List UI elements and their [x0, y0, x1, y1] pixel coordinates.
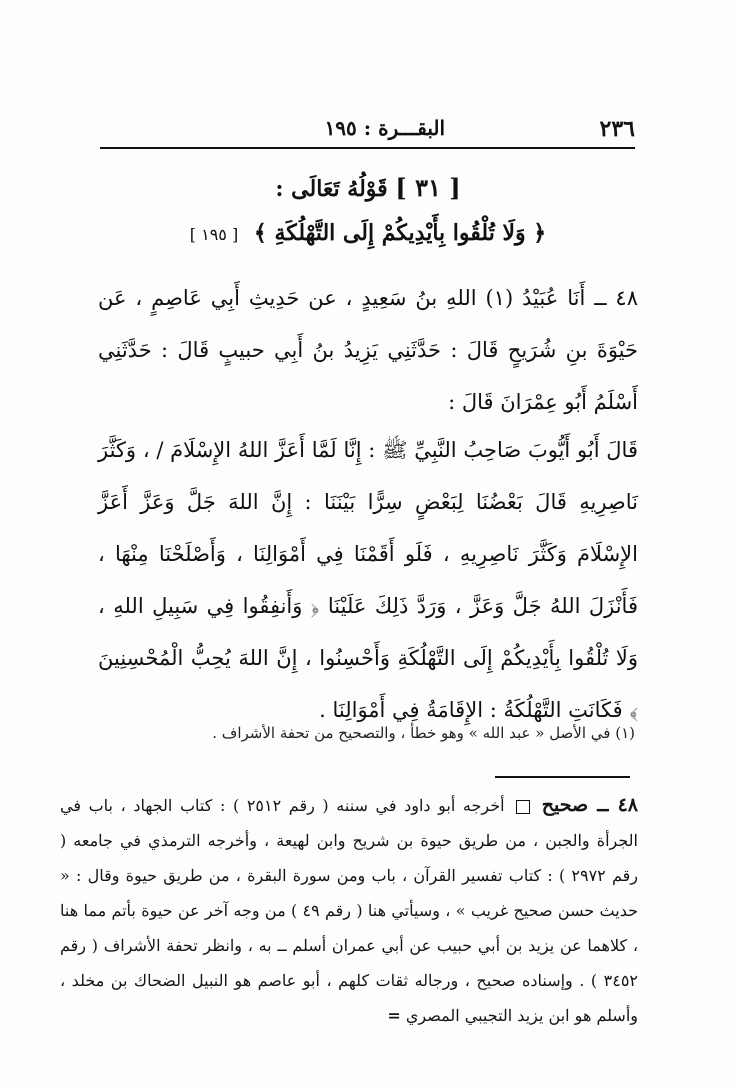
- hadith-matn: قَالَ أَبُو أَيُّوبَ صَاحِبُ النَّبِيِّ ﷺ : إِنَّا لَمَّا أَعَزَّ اللهُ الإِسْلَامَ / ، وَكَثَّرَ نَاصِرِيهِ قَالَ بَعْضُنَا لِبَعْضٍ سِرًّا بَيْنَنَا : إِنَّ اللهَ جَلَّ وَعَزَّ أَعَزَّ الإِسْلَامَ وَكَثَّرَ نَاصِرِيهِ ، فَلَو أَقَمْنَا فِي أَمْوَالِنَا ، وَأَصْلَحْنَا مِنْهَا ، فَأَنْزَلَ اللهُ جَلَّ وَعَزَّ ، وَرَدَّ ذَلِكَ عَلَيْنَا ﴿ وَأَنفِقُوا فِي سَبِيلِ اللهِ ، وَلَا تُلْقُوا بِأَيْدِيكُمْ إِلَى التَّهْلُكَةِ وَأَحْسِنُوا ، إِنَّ اللهَ يُحِبُّ الْمُحْسِنِينَ ﴾ فَكَانَتِ التَّهْلُكَةُ : الإِقَامَةُ فِي أَمْوَالِنَا .: [98, 438, 638, 722]
- header-rule: [100, 147, 635, 149]
- footnote: (١) في الأصل « عبد الله » وهو خطأ ، والتصحيح من تحفة الأشراف .: [212, 724, 635, 742]
- verse-reference: [ ١٩٥ ]: [189, 225, 239, 244]
- footnote-separator: [495, 776, 630, 778]
- section-heading: [120, 166, 616, 257]
- heading-line-2: [120, 211, 616, 257]
- page-header: [100, 108, 635, 148]
- quran-verse: ﴿ وَلَا تُلْقُوا بِأَيْدِيكُمْ إِلَى التَّهْلُكَةِ ﴾: [253, 220, 547, 246]
- section-number: [ ٣١ ]: [395, 173, 461, 202]
- running-title: البقـــرة : ١٩٥: [324, 116, 445, 140]
- takhrij-label: ٤٨ ــ صحيح: [541, 794, 638, 816]
- square-marker-icon: [516, 800, 530, 814]
- hadith-isnad: ٤٨ ــ أَنَا عُبَيْدُ (١) اللهِ بنُ سَعِيدٍ ، عن حَدِيثِ أَبِي عَاصِمٍ ، عَن حَيْوَةَ بنِ شُرَيحٍ قَالَ : حَدَّثَنِي يَزِيدُ بنُ أَبِي حبيبٍ قَالَ : حَدَّثَنِي أَسْلَمُ أَبُو عِمْرَانَ قَالَ :: [98, 286, 638, 414]
- heading-intro: قَوْلُهُ تَعَالَى :: [275, 176, 388, 202]
- takhrij-text: أخرجه أبو داود في سننه ( رقم ٢٥١٢ ) : كتاب الجهاد ، باب في الجرأة والجبن ، من طريق حيوة بن شريح وابن لهيعة ، وأخرجه الترمذي في جامعه ( رقم ٢٩٧٢ ) : كتاب تفسير القرآن ، باب ومن سورة البقرة ، من طريق حيوة وقال : « حديث حسن صحيح غريب » ، وسيأتي هنا ( رقم ٤٩ ) من وجه آخر عن حيوة بأتم مما هنا ، كلاهما عن يزيد بن أبي حبيب عن أبي عمران أسلم ــ به ، وانظر تحفة الأشراف ( رقم ٣٤٥٢ ) . وإسناده صحيح ، ورجاله ثقات كلهم ، أبو عاصم هو النبيل الضحاك بن مخلد ، وأسلم هو ابن يزيد التجيبي المصري: [60, 796, 638, 1025]
- takhrij-note: [60, 788, 638, 1033]
- heading-line-1: [120, 166, 616, 211]
- page-number: ٢٣٦: [599, 116, 635, 142]
- continuation-mark: =: [387, 1006, 401, 1025]
